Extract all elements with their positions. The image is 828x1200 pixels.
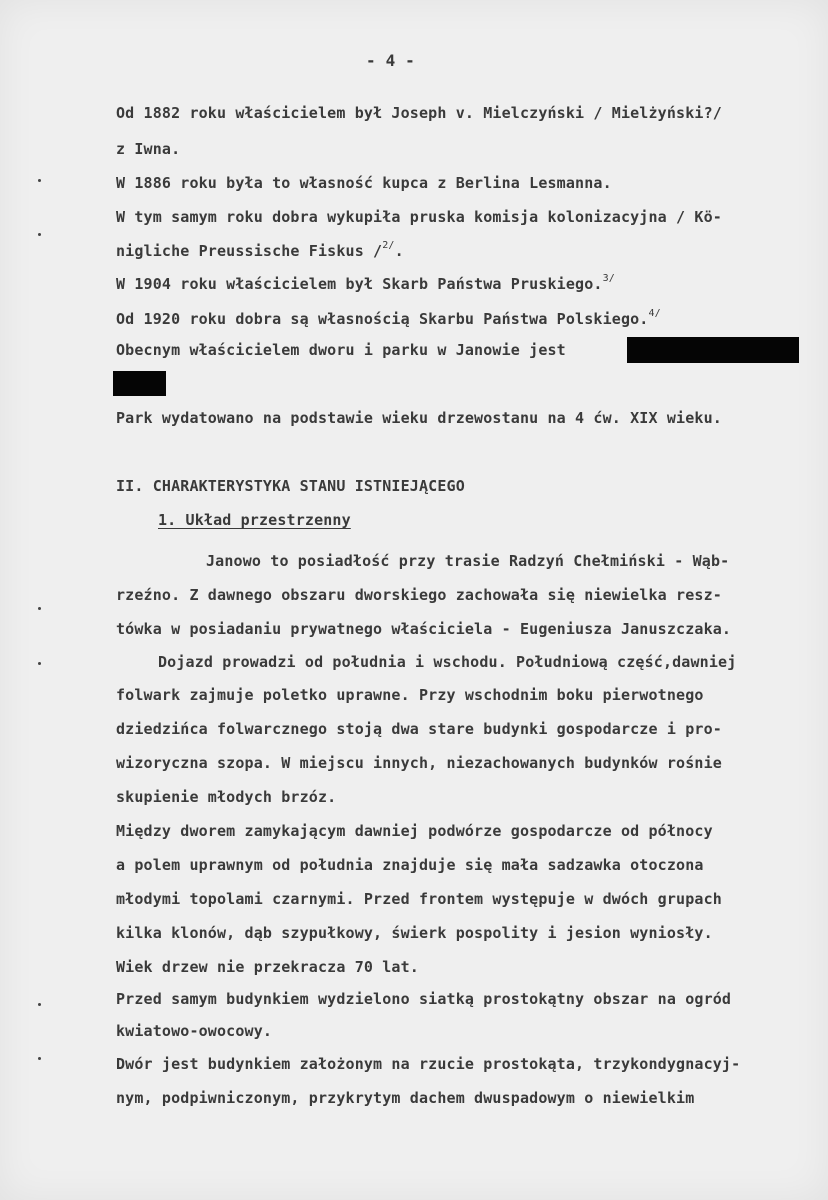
text-line: Obecnym właścicielem dworu i parku w Janowie jest xyxy=(116,341,566,359)
text-line: Dojazd prowadzi od południa i wschodu. Południową część,dawniej xyxy=(158,653,737,671)
text-line xyxy=(116,272,615,293)
footnote-marker: 3/ xyxy=(602,273,615,284)
subsection-heading: 1. Układ przestrzenny xyxy=(158,511,351,529)
text-line: Od 1882 roku właścicielem był Joseph v. Mielczyński / Mielżyński?/ xyxy=(116,104,722,122)
text-line: Przed samym budynkiem wydzielono siatką prostokątny obszar na ogród xyxy=(116,990,732,1008)
punch-hole-mark xyxy=(38,233,41,236)
punch-hole-mark xyxy=(38,607,41,610)
page-number: - 4 - xyxy=(366,51,415,70)
text-line: dziedzińca folwarcznego stoją dwa stare budynki gospodarcze i pro- xyxy=(116,720,722,738)
text-line: Między dworem zamykającym dawniej podwórze gospodarcze od północy xyxy=(116,822,713,840)
text-line: W 1886 roku była to własność kupca z Berlina Lesmanna. xyxy=(116,174,612,192)
text-line: W tym samym roku dobra wykupiła pruska komisja kolonizacyjna / Kö- xyxy=(116,208,722,226)
text-line: kwiatowo-owocowy. xyxy=(116,1022,273,1040)
punch-hole-mark xyxy=(38,1003,41,1006)
text-line: Wiek drzew nie przekracza 70 lat. xyxy=(116,958,419,976)
text-line: wizoryczna szopa. W miejscu innych, niezachowanych budynków rośnie xyxy=(116,754,722,772)
text-line xyxy=(116,239,404,260)
punch-hole-mark xyxy=(38,1057,41,1060)
text-line xyxy=(116,307,661,328)
text-line: rzeźno. Z dawnego obszaru dworskiego zachowała się niewielka resz- xyxy=(116,586,722,604)
text-line: z Iwna. xyxy=(116,140,181,158)
redaction-block xyxy=(627,337,799,363)
text-fragment: . xyxy=(394,242,404,260)
text-fragment: Od 1920 roku dobra są własnością Skarbu Państwa Polskiego. xyxy=(116,310,649,328)
text-line: a polem uprawnym od południa znajduje się mała sadzawka otoczona xyxy=(116,856,704,874)
text-line: młodymi topolami czarnymi. Przed frontem występuje w dwóch grupach xyxy=(116,890,722,908)
footnote-marker: 2/ xyxy=(382,240,395,251)
text-line: Dwór jest budynkiem założonym na rzucie prostokąta, trzykondygnacyj- xyxy=(116,1055,741,1073)
text-line: skupienie młodych brzóz. xyxy=(116,788,337,806)
text-line: tówka w posiadaniu prywatnego właściciela - Eugeniusza Januszczaka. xyxy=(116,620,732,638)
redaction-block xyxy=(113,371,166,396)
text-fragment: W 1904 roku właścicielem był Skarb Państwa Pruskiego. xyxy=(116,275,603,293)
text-line: folwark zajmuje poletko uprawne. Przy wschodnim boku pierwotnego xyxy=(116,686,704,704)
footnote-marker: 4/ xyxy=(648,308,661,319)
text-fragment: nigliche Preussische Fiskus / xyxy=(116,242,383,260)
punch-hole-mark xyxy=(38,662,41,665)
text-line: Janowo to posiadłość przy trasie Radzyń Chełmiński - Wąb- xyxy=(206,552,730,570)
punch-hole-mark xyxy=(38,179,41,182)
section-heading: II. CHARAKTERYSTYKA STANU ISTNIEJĄCEGO xyxy=(116,477,465,495)
text-line: Park wydatowano na podstawie wieku drzewostanu na 4 ćw. XIX wieku. xyxy=(116,409,722,427)
text-line: nym, podpiwniczonym, przykrytym dachem dwuspadowym o niewielkim xyxy=(116,1089,695,1107)
text-line: kilka klonów, dąb szypułkowy, świerk pospolity i jesion wyniosły. xyxy=(116,924,713,942)
